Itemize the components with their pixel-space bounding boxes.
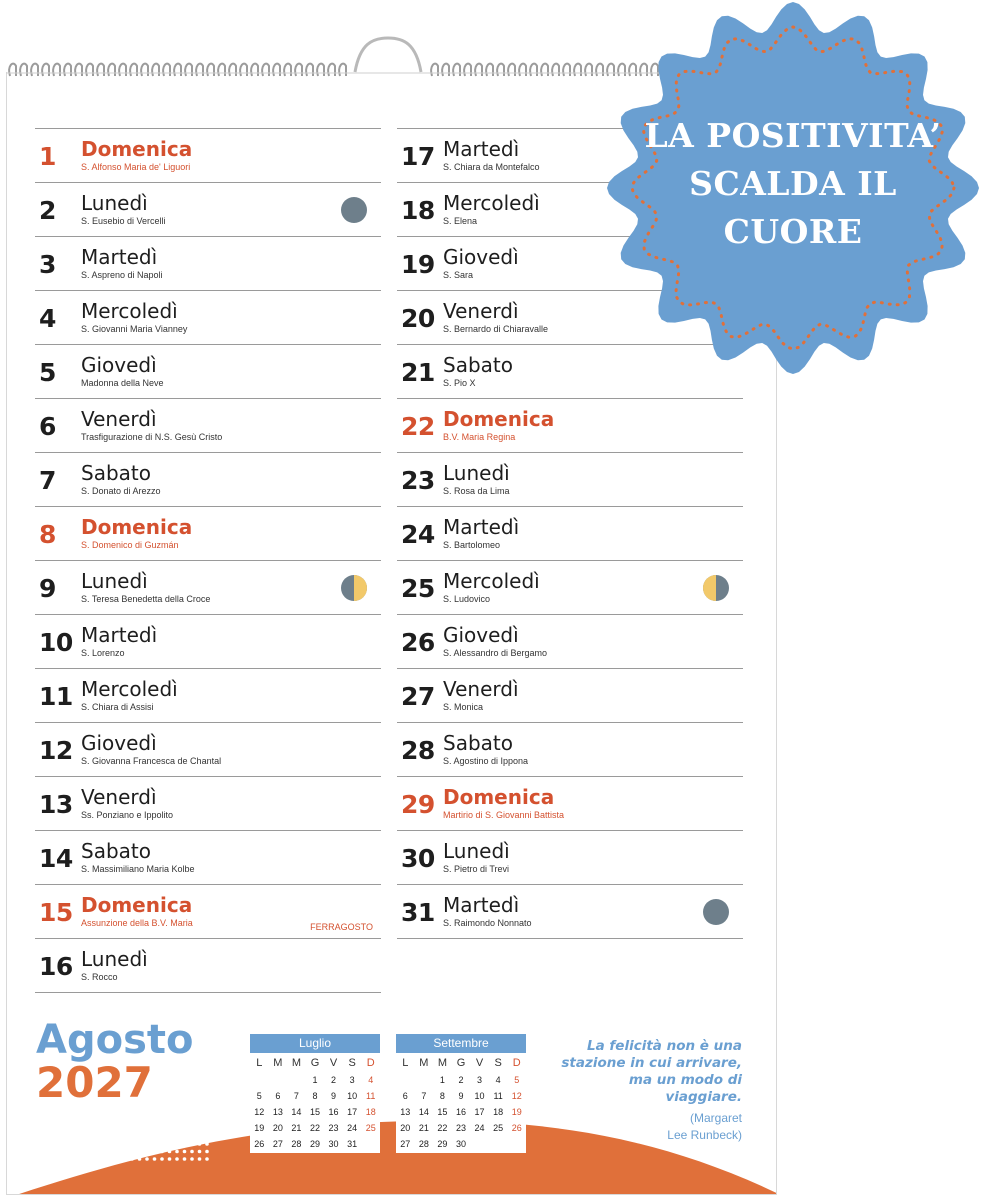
saint-name: S. Alfonso Maria de' Liguori — [81, 162, 191, 172]
mini-day — [396, 1075, 415, 1085]
weekday-name: Martedì — [81, 623, 158, 647]
saint-name: S. Alessandro di Bergamo — [443, 648, 548, 658]
mini-day — [287, 1075, 306, 1085]
mini-day: 20 — [400, 1123, 411, 1133]
weekday-name: Lunedì — [443, 839, 510, 863]
day-number: 12 — [39, 736, 73, 765]
weekday-header: M — [419, 1057, 429, 1069]
mini-day — [415, 1075, 434, 1085]
saint-name: S. Elena — [443, 216, 478, 226]
weekday-name: Lunedì — [81, 569, 148, 593]
badge-text — [603, 112, 982, 256]
mini-day: 27 — [400, 1139, 411, 1149]
day-number: 10 — [39, 628, 73, 657]
quote-line: ma un modo di viaggiare. — [628, 1072, 742, 1105]
mini-day: 13 — [400, 1107, 411, 1117]
day-row — [35, 830, 381, 884]
quote-line: stazione in cui arrivare, — [561, 1055, 742, 1071]
day-number: 11 — [39, 682, 73, 711]
mini-day: 25 — [365, 1123, 376, 1133]
day-row — [35, 668, 381, 722]
last-quarter-moon-icon — [703, 575, 729, 601]
day-number: 3 — [39, 250, 56, 279]
day-row — [397, 884, 743, 939]
day-number: 16 — [39, 952, 73, 981]
mini-day: 7 — [421, 1091, 427, 1101]
saint-name: S. Domenico di Guzmán — [81, 540, 179, 550]
badge-line: LA POSITIVITA’ — [644, 116, 942, 155]
mini-day: 29 — [309, 1139, 320, 1149]
day-number: 27 — [401, 682, 435, 711]
mini-day: 10 — [474, 1091, 485, 1101]
day-number: 29 — [401, 790, 435, 819]
day-number: 7 — [39, 466, 56, 495]
day-number: 13 — [39, 790, 73, 819]
day-row — [397, 614, 743, 668]
mini-day: 15 — [309, 1107, 320, 1117]
weekday-name: Lunedì — [443, 461, 510, 485]
saint-name: S. Giovanni Maria Vianney — [81, 324, 188, 334]
weekday-header: D — [366, 1057, 375, 1069]
mini-day: 14 — [418, 1107, 429, 1117]
weekday-name: Venerdì — [81, 407, 157, 431]
year-title: 2027 — [36, 1058, 153, 1107]
mini-day: 4 — [495, 1075, 501, 1085]
mini-day: 11 — [493, 1091, 503, 1101]
day-number: 28 — [401, 736, 435, 765]
mini-day: 16 — [328, 1107, 339, 1117]
saint-name: S. Pio X — [443, 378, 476, 388]
day-row — [35, 614, 381, 668]
mini-day: 2 — [331, 1075, 337, 1085]
mini-day: 12 — [254, 1107, 265, 1117]
mini-day: 11 — [366, 1091, 376, 1101]
mini-day — [250, 1075, 269, 1085]
weekday-name: Domenica — [81, 515, 193, 539]
weekday-name: Sabato — [443, 731, 513, 755]
day-row — [397, 398, 743, 452]
saint-name: Trasfigurazione di N.S. Gesù Cristo — [81, 432, 223, 442]
day-row — [35, 182, 381, 236]
mini-day: 28 — [291, 1139, 302, 1149]
day-row — [35, 236, 381, 290]
day-number: 5 — [39, 358, 56, 387]
weekday-name: Domenica — [81, 893, 193, 917]
saint-name: S. Raimondo Nonnato — [443, 918, 532, 928]
saint-name: S. Eusebio di Vercelli — [81, 216, 166, 226]
mini-day: 5 — [256, 1091, 262, 1101]
weekday-header: M — [291, 1057, 301, 1069]
saint-name: Martirio di S. Giovanni Battista — [443, 810, 565, 820]
saint-name: S. Chiara da Montefalco — [443, 162, 540, 172]
weekday-name: Mercoledì — [81, 677, 178, 701]
mini-day: 25 — [493, 1123, 504, 1133]
day-row — [35, 344, 381, 398]
quote-text — [556, 1038, 742, 1106]
weekday-name: Martedì — [443, 137, 520, 161]
mini-day: 2 — [458, 1075, 464, 1085]
saint-name: S. Bernardo di Chiaravalle — [443, 324, 549, 334]
mini-day: 22 — [437, 1123, 448, 1133]
badge-line: SCALDA IL — [689, 164, 897, 203]
mini-day: 17 — [474, 1107, 485, 1117]
weekday-header: G — [310, 1057, 320, 1069]
day-row — [35, 506, 381, 560]
holiday-label: FERRAGOSTO — [310, 922, 373, 932]
mini-day: 5 — [514, 1075, 520, 1085]
mini-day: 6 — [275, 1091, 281, 1101]
day-number: 21 — [401, 358, 435, 387]
day-number: 25 — [401, 574, 435, 603]
mini-calendar-next — [396, 1034, 526, 1153]
day-row — [397, 560, 743, 614]
weekday-name: Lunedì — [81, 947, 148, 971]
saint-name: B.V. Maria Regina — [443, 432, 516, 442]
saint-name: S. Ludovico — [443, 594, 491, 604]
day-row — [35, 722, 381, 776]
mini-day: 3 — [349, 1075, 355, 1085]
saint-name: S. Massimiliano Maria Kolbe — [81, 864, 195, 874]
weekday-header: V — [329, 1057, 338, 1069]
day-number: 14 — [39, 844, 73, 873]
day-row — [397, 452, 743, 506]
weekday-header: D — [512, 1057, 521, 1069]
weekday-name: Sabato — [81, 461, 151, 485]
day-row — [35, 938, 381, 993]
weekday-header: G — [456, 1057, 466, 1069]
day-row — [35, 398, 381, 452]
mini-day: 14 — [291, 1107, 302, 1117]
saint-name: S. Sara — [443, 270, 474, 280]
day-number: 31 — [401, 898, 435, 927]
mini-day: 16 — [455, 1107, 466, 1117]
mini-day: 17 — [347, 1107, 358, 1117]
mini-day — [489, 1139, 508, 1149]
day-row — [397, 668, 743, 722]
mini-day: 8 — [439, 1091, 445, 1101]
weekday-name: Venerdì — [443, 299, 519, 323]
day-number: 24 — [401, 520, 435, 549]
saint-name: S. Giovanna Francesca de Chantal — [81, 756, 222, 766]
day-row — [35, 290, 381, 344]
weekday-header: M — [437, 1057, 447, 1069]
day-number: 8 — [39, 520, 56, 549]
day-row — [35, 452, 381, 506]
weekday-name: Martedì — [443, 893, 520, 917]
day-row — [397, 776, 743, 830]
weekday-name: Giovedì — [443, 623, 519, 647]
weekday-header: L — [256, 1057, 263, 1069]
saint-name: S. Agostino di Ippona — [443, 756, 529, 766]
new-moon-icon — [703, 899, 729, 925]
day-number: 23 — [401, 466, 435, 495]
weekday-header: M — [273, 1057, 283, 1069]
mini-day: 27 — [272, 1139, 283, 1149]
mini-day: 28 — [418, 1139, 429, 1149]
saint-name: Madonna della Neve — [81, 378, 164, 388]
mini-day: 21 — [291, 1123, 302, 1133]
weekday-name: Martedì — [81, 245, 158, 269]
mini-day — [507, 1139, 526, 1149]
saint-name: S. Aspreno di Napoli — [81, 270, 163, 280]
dot-pattern-decoration — [128, 1141, 212, 1163]
weekday-header: S — [494, 1057, 502, 1069]
mini-day: 30 — [455, 1139, 466, 1149]
day-row — [35, 560, 381, 614]
day-number: 1 — [39, 142, 56, 171]
saint-name: S. Rosa da Lima — [443, 486, 510, 496]
mini-day: 26 — [254, 1139, 265, 1149]
mini-day: 22 — [309, 1123, 320, 1133]
day-number: 18 — [401, 196, 435, 225]
weekday-name: Sabato — [443, 353, 513, 377]
day-number: 17 — [401, 142, 435, 171]
day-number: 4 — [39, 304, 56, 333]
days-column-left — [35, 128, 381, 993]
first-quarter-moon-icon — [341, 575, 367, 601]
weekday-name: Domenica — [443, 785, 555, 809]
day-number: 22 — [401, 412, 435, 441]
weekday-name: Giovedì — [81, 731, 157, 755]
weekday-name: Mercoledì — [81, 299, 178, 323]
weekday-name: Mercoledì — [443, 191, 540, 215]
saint-name: Assunzione della B.V. Maria — [81, 918, 193, 928]
saint-name: S. Teresa Benedetta della Croce — [81, 594, 211, 604]
quote-author — [600, 1110, 742, 1144]
day-number: 20 — [401, 304, 435, 333]
mini-calendar-title: Settembre — [396, 1034, 526, 1053]
day-number: 19 — [401, 250, 435, 279]
mini-day: 4 — [368, 1075, 374, 1085]
weekday-name: Lunedì — [81, 191, 148, 215]
weekday-name: Venerdì — [81, 785, 157, 809]
weekday-name: Martedì — [443, 515, 520, 539]
mini-day: 10 — [347, 1091, 358, 1101]
weekday-name: Sabato — [81, 839, 151, 863]
weekday-header: S — [348, 1057, 356, 1069]
weekday-name: Domenica — [81, 137, 193, 161]
author-line: Lee Runbeck) — [667, 1128, 742, 1142]
mini-day: 1 — [312, 1075, 318, 1085]
month-title: Agosto — [36, 1017, 194, 1063]
mini-day: 1 — [439, 1075, 445, 1085]
mini-day: 13 — [272, 1107, 283, 1117]
weekday-header: V — [475, 1057, 484, 1069]
day-number: 26 — [401, 628, 435, 657]
mini-day: 15 — [437, 1107, 448, 1117]
weekday-header: L — [402, 1057, 409, 1069]
mini-calendar-grid — [250, 1053, 380, 1153]
mini-day: 3 — [477, 1075, 483, 1085]
day-number: 15 — [39, 898, 73, 927]
saint-name: S. Chiara di Assisi — [81, 702, 154, 712]
weekday-name: Venerdì — [443, 677, 519, 701]
mini-day — [361, 1139, 380, 1149]
saint-name: S. Rocco — [81, 972, 118, 982]
day-number: 9 — [39, 574, 56, 603]
day-number: 2 — [39, 196, 56, 225]
mini-day: 24 — [347, 1123, 358, 1133]
mini-calendar-grid — [396, 1053, 526, 1153]
mini-day: 26 — [511, 1123, 522, 1133]
weekday-name: Giovedì — [443, 245, 519, 269]
mini-day: 19 — [511, 1107, 522, 1117]
mini-day: 9 — [458, 1091, 464, 1101]
day-number: 30 — [401, 844, 435, 873]
day-row — [35, 128, 381, 182]
saint-name: S. Donato di Arezzo — [81, 486, 161, 496]
day-row — [35, 776, 381, 830]
mini-day: 9 — [331, 1091, 337, 1101]
weekday-name: Mercoledì — [443, 569, 540, 593]
mini-day: 29 — [437, 1139, 448, 1149]
day-row — [35, 884, 381, 938]
mini-day: 8 — [312, 1091, 318, 1101]
mini-day: 30 — [328, 1139, 339, 1149]
mini-day: 20 — [272, 1123, 283, 1133]
badge-line: CUORE — [723, 212, 863, 251]
day-row — [397, 506, 743, 560]
saint-name: S. Pietro di Trevi — [443, 864, 510, 874]
mini-day: 23 — [455, 1123, 466, 1133]
author-line: (Margaret — [689, 1111, 742, 1125]
mini-day: 31 — [347, 1139, 358, 1149]
mini-calendar-title: Luglio — [250, 1034, 380, 1053]
mini-day — [269, 1075, 288, 1085]
saint-name: Ss. Ponziano e Ippolito — [81, 810, 174, 820]
day-row — [397, 722, 743, 776]
day-row — [397, 830, 743, 884]
mini-day: 6 — [402, 1091, 408, 1101]
quote-line: La felicità non è una — [587, 1038, 742, 1054]
mini-day: 12 — [511, 1091, 522, 1101]
mini-day: 7 — [293, 1091, 299, 1101]
weekday-name: Domenica — [443, 407, 555, 431]
mini-day: 23 — [328, 1123, 339, 1133]
weekday-name: Giovedì — [81, 353, 157, 377]
mini-day: 18 — [365, 1107, 376, 1117]
new-moon-icon — [341, 197, 367, 223]
mini-day: 24 — [474, 1123, 485, 1133]
saint-name: S. Bartolomeo — [443, 540, 501, 550]
saint-name: S. Monica — [443, 702, 484, 712]
mini-calendar-prev — [250, 1034, 380, 1153]
mini-day — [470, 1139, 489, 1149]
mini-day: 18 — [493, 1107, 504, 1117]
day-number: 6 — [39, 412, 56, 441]
mini-day: 21 — [418, 1123, 429, 1133]
saint-name: S. Lorenzo — [81, 648, 125, 658]
mini-day: 19 — [254, 1123, 265, 1133]
